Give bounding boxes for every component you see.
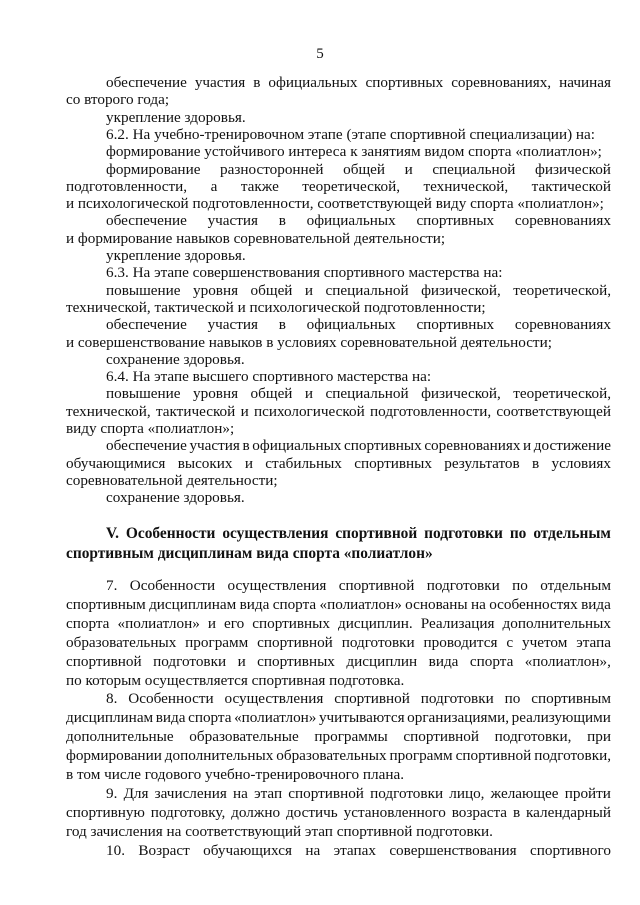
word: Особенности <box>128 690 214 708</box>
word: программы <box>314 728 388 746</box>
word: этапах <box>333 841 376 859</box>
word: физической, <box>421 385 501 403</box>
word: и <box>207 614 216 632</box>
word: особенностях <box>489 595 578 613</box>
text-line <box>66 455 611 473</box>
word: спортивных <box>344 437 422 455</box>
word: физической, <box>421 281 501 299</box>
word: и <box>523 437 532 455</box>
word: психологической <box>253 402 365 420</box>
word: тактической <box>155 402 236 420</box>
word: начиная <box>559 74 611 91</box>
word: уровня <box>193 385 239 403</box>
text-line: и совершенствование навыков в условиях соревновательной деятельности; <box>66 333 552 351</box>
word: спортивной <box>335 525 418 542</box>
text-line <box>66 747 611 765</box>
word: образовательные <box>189 728 299 746</box>
text-line <box>106 316 611 334</box>
word: обеспечение <box>106 437 187 455</box>
word: основаны <box>405 595 468 613</box>
text-line <box>106 525 611 543</box>
text-line: технической, тактической и психологической подготовленности; <box>66 298 486 316</box>
text-line: спортивным дисциплинам вида спорта «полиатлон» <box>66 545 433 562</box>
word: при <box>587 728 611 746</box>
word: участия <box>207 316 259 334</box>
word: спортивной <box>403 728 480 746</box>
text-line <box>66 403 611 421</box>
word: дополнительных <box>502 614 611 632</box>
word: спортивного <box>530 841 611 859</box>
word: «полиатлон» <box>117 614 200 632</box>
text-line: сохранение здоровья. <box>106 350 245 368</box>
word: образовательных <box>276 747 387 765</box>
word: по <box>504 690 521 708</box>
word: подготовки, <box>534 747 611 765</box>
text-line: и психологической подготовленности, соответствующей виду спорта «полиатлон»; <box>66 195 604 213</box>
word: «полиатлон» <box>234 709 317 727</box>
word: календарный <box>526 803 611 821</box>
word: и <box>404 160 413 178</box>
word: соревнованиях <box>424 437 521 455</box>
word: спортивной <box>66 652 142 670</box>
word: «полиатлон» <box>319 595 402 613</box>
word: а <box>210 177 218 195</box>
word: стабильных <box>265 454 342 472</box>
word: установленного <box>343 803 446 821</box>
text-line: 6.3. На этапе совершенствования спортивного мастерства на: <box>106 264 503 282</box>
text-line: сохранение здоровья. <box>106 489 245 507</box>
word: спорта <box>272 595 317 613</box>
word: официальных <box>252 437 342 455</box>
word: образовательных <box>66 633 177 651</box>
word: обучающимися <box>66 454 166 472</box>
text-line <box>66 178 611 196</box>
word: спортивной <box>257 633 333 651</box>
text-line <box>106 161 611 179</box>
word: официальных <box>268 74 358 91</box>
word: и <box>304 281 314 299</box>
word: программ <box>389 747 453 765</box>
text-line: укрепление здоровья. <box>106 108 246 126</box>
word: спортивным <box>66 595 146 613</box>
word: спортивных <box>252 614 330 632</box>
word: в <box>278 316 286 334</box>
word: теоретической, <box>513 281 611 299</box>
word: лицо, <box>449 784 485 802</box>
word: осуществления <box>224 690 324 708</box>
word: подготовки <box>153 652 227 670</box>
word: спортивной <box>455 747 532 765</box>
word: вида <box>239 595 270 613</box>
word: формирование <box>106 160 201 178</box>
word: специальной <box>325 385 409 403</box>
word: также <box>240 177 279 195</box>
word: участия <box>207 212 259 230</box>
text-line <box>106 690 611 708</box>
word: спортивных <box>257 652 335 670</box>
word: осуществления <box>227 577 327 594</box>
word: на <box>305 841 321 859</box>
word: спортивных <box>416 212 495 230</box>
word: пройти <box>564 784 611 802</box>
word: технической, <box>423 177 509 195</box>
text-line <box>106 282 611 300</box>
word: дисциплин. <box>338 614 413 632</box>
word: технической, <box>66 402 151 420</box>
word: программ <box>185 633 249 651</box>
text-line <box>66 615 611 633</box>
word: по <box>512 577 528 594</box>
word: спортивной <box>288 784 364 802</box>
word: должно <box>231 803 281 821</box>
text-line: соревновательной деятельности; <box>66 471 278 489</box>
word: 9. <box>106 784 118 802</box>
word: Особенности <box>129 577 216 594</box>
word: достижение <box>533 437 611 455</box>
word: соревнованиях <box>514 212 611 230</box>
word: по <box>509 525 527 542</box>
word: Реализация <box>420 614 495 632</box>
word: повышение <box>106 281 181 299</box>
text-line <box>66 653 611 671</box>
text-line: и формирование навыков соревновательной деятельности; <box>66 229 446 247</box>
word: спортивных <box>354 454 432 472</box>
text-line: виду спорта «полиатлон»; <box>66 420 235 437</box>
word: и <box>244 454 253 472</box>
text-line: год зачисления на соответствующий этап спортивной подготовки. <box>66 822 493 840</box>
word: проводится <box>423 633 498 651</box>
word: теоретической, <box>513 385 611 403</box>
word: этапа <box>576 633 611 651</box>
text-line <box>66 634 611 652</box>
word: вида <box>581 595 611 613</box>
word: высоких <box>177 454 233 472</box>
word: спорта <box>66 614 110 632</box>
word: подготовки <box>420 690 494 708</box>
word: достичь <box>285 803 338 821</box>
word: спорта <box>469 652 514 670</box>
word: в <box>278 212 286 230</box>
word: общей <box>250 281 293 299</box>
word: спортивную <box>66 803 145 821</box>
word: подготовки <box>370 784 444 802</box>
text-line: 6.4. На этапе высшего спортивного мастерства на: <box>106 368 432 386</box>
word: результатов <box>444 454 520 472</box>
word: на <box>470 595 486 613</box>
word: отдельным <box>540 577 611 594</box>
word: специальной <box>432 160 516 178</box>
text-line: формирование устойчивого интереса к занятиям видом спорта «полиатлон»; <box>106 143 602 161</box>
word: тактической <box>531 177 611 195</box>
word: обеспечение <box>106 316 187 334</box>
word: обучающихся <box>203 841 292 859</box>
text-line: по которым осуществляется спортивная подготовка. <box>66 671 405 689</box>
word: подготовки <box>424 525 503 542</box>
word: уровня <box>193 281 239 299</box>
word: реализующими <box>511 709 611 727</box>
word: с <box>506 633 514 651</box>
text-line <box>106 385 611 403</box>
word: в <box>253 74 261 91</box>
text-line <box>66 804 611 822</box>
word: физической <box>535 160 611 178</box>
word: 8. <box>106 690 118 708</box>
text-line <box>66 728 611 746</box>
word: Особенности <box>125 525 216 542</box>
word: подготовки <box>426 577 500 594</box>
word: спорта <box>188 709 232 727</box>
word: его <box>224 614 245 632</box>
word: общей <box>250 385 293 403</box>
word: спортивной <box>338 577 415 594</box>
word: вида <box>428 652 459 670</box>
word: учитываются <box>318 709 405 727</box>
word: зачисления <box>154 784 227 802</box>
page-number: 5 <box>316 46 324 62</box>
text-line <box>106 212 611 230</box>
word: подготовки <box>341 633 415 651</box>
word: в <box>512 803 521 821</box>
word: V. <box>106 525 119 542</box>
word: участия <box>189 437 240 455</box>
word: повышение <box>106 385 181 403</box>
word: дисциплин <box>346 652 418 670</box>
word: совершенствования <box>389 841 517 859</box>
word: официальных <box>306 316 396 334</box>
text-line <box>66 709 611 727</box>
word: спортивных <box>365 74 444 91</box>
text-line: укрепление здоровья. <box>106 247 246 264</box>
word: дополнительные <box>66 728 174 746</box>
word: участия <box>194 74 246 91</box>
word: учетом <box>521 633 568 651</box>
word: соответствующей <box>496 402 611 420</box>
word: официальных <box>306 212 396 230</box>
word: спортивным <box>531 690 611 708</box>
word: отдельным <box>533 525 611 542</box>
text-line <box>106 785 611 803</box>
word: дополнительных <box>164 747 274 765</box>
word: «полиатлон», <box>524 652 611 670</box>
word: Для <box>123 784 149 802</box>
word: организациями, <box>407 709 510 727</box>
word: Возраст <box>138 841 190 859</box>
word: вида <box>155 709 186 727</box>
text-line: 6.2. На учебно-тренировочном этапе (этапе спортивной специализации) на: <box>106 125 596 143</box>
text-line <box>106 842 611 860</box>
word: спортивных <box>416 316 495 334</box>
word: этап <box>254 784 283 802</box>
word: соревнованиях, <box>451 74 552 91</box>
word: дисциплинам <box>66 709 154 727</box>
word: на <box>233 784 248 802</box>
word: и <box>237 652 246 670</box>
word: подготовленности, <box>66 177 188 195</box>
word: возраста <box>451 803 508 821</box>
word: теоретической, <box>302 177 400 195</box>
word: формировании <box>66 747 162 765</box>
word: условиях <box>551 454 611 472</box>
text-line <box>106 437 611 455</box>
text-line <box>106 74 611 92</box>
word: подготовленности, <box>370 402 492 420</box>
word: и <box>240 402 249 420</box>
text-line <box>66 596 611 614</box>
word: обеспечение <box>106 74 187 91</box>
word: и <box>304 385 314 403</box>
text-line <box>106 577 611 595</box>
word: обеспечение <box>106 212 187 230</box>
word: подготовку, <box>150 803 226 821</box>
text-line: в том числе годового учебно-тренировочного плана. <box>66 766 405 783</box>
word: желающее <box>490 784 559 802</box>
word: в <box>242 437 250 455</box>
word: 7. <box>106 577 118 594</box>
word: 10. <box>106 841 125 859</box>
word: спортивной <box>334 690 410 708</box>
word: общей <box>343 160 386 178</box>
word: соревнованиях <box>514 316 611 334</box>
text-line: со второго года; <box>66 91 170 109</box>
word: разносторонней <box>220 160 324 178</box>
word: в <box>532 454 540 472</box>
word: специальной <box>325 281 409 299</box>
word: подготовки, <box>494 728 572 746</box>
word: дисциплинам <box>149 595 237 613</box>
word: осуществления <box>222 525 329 542</box>
